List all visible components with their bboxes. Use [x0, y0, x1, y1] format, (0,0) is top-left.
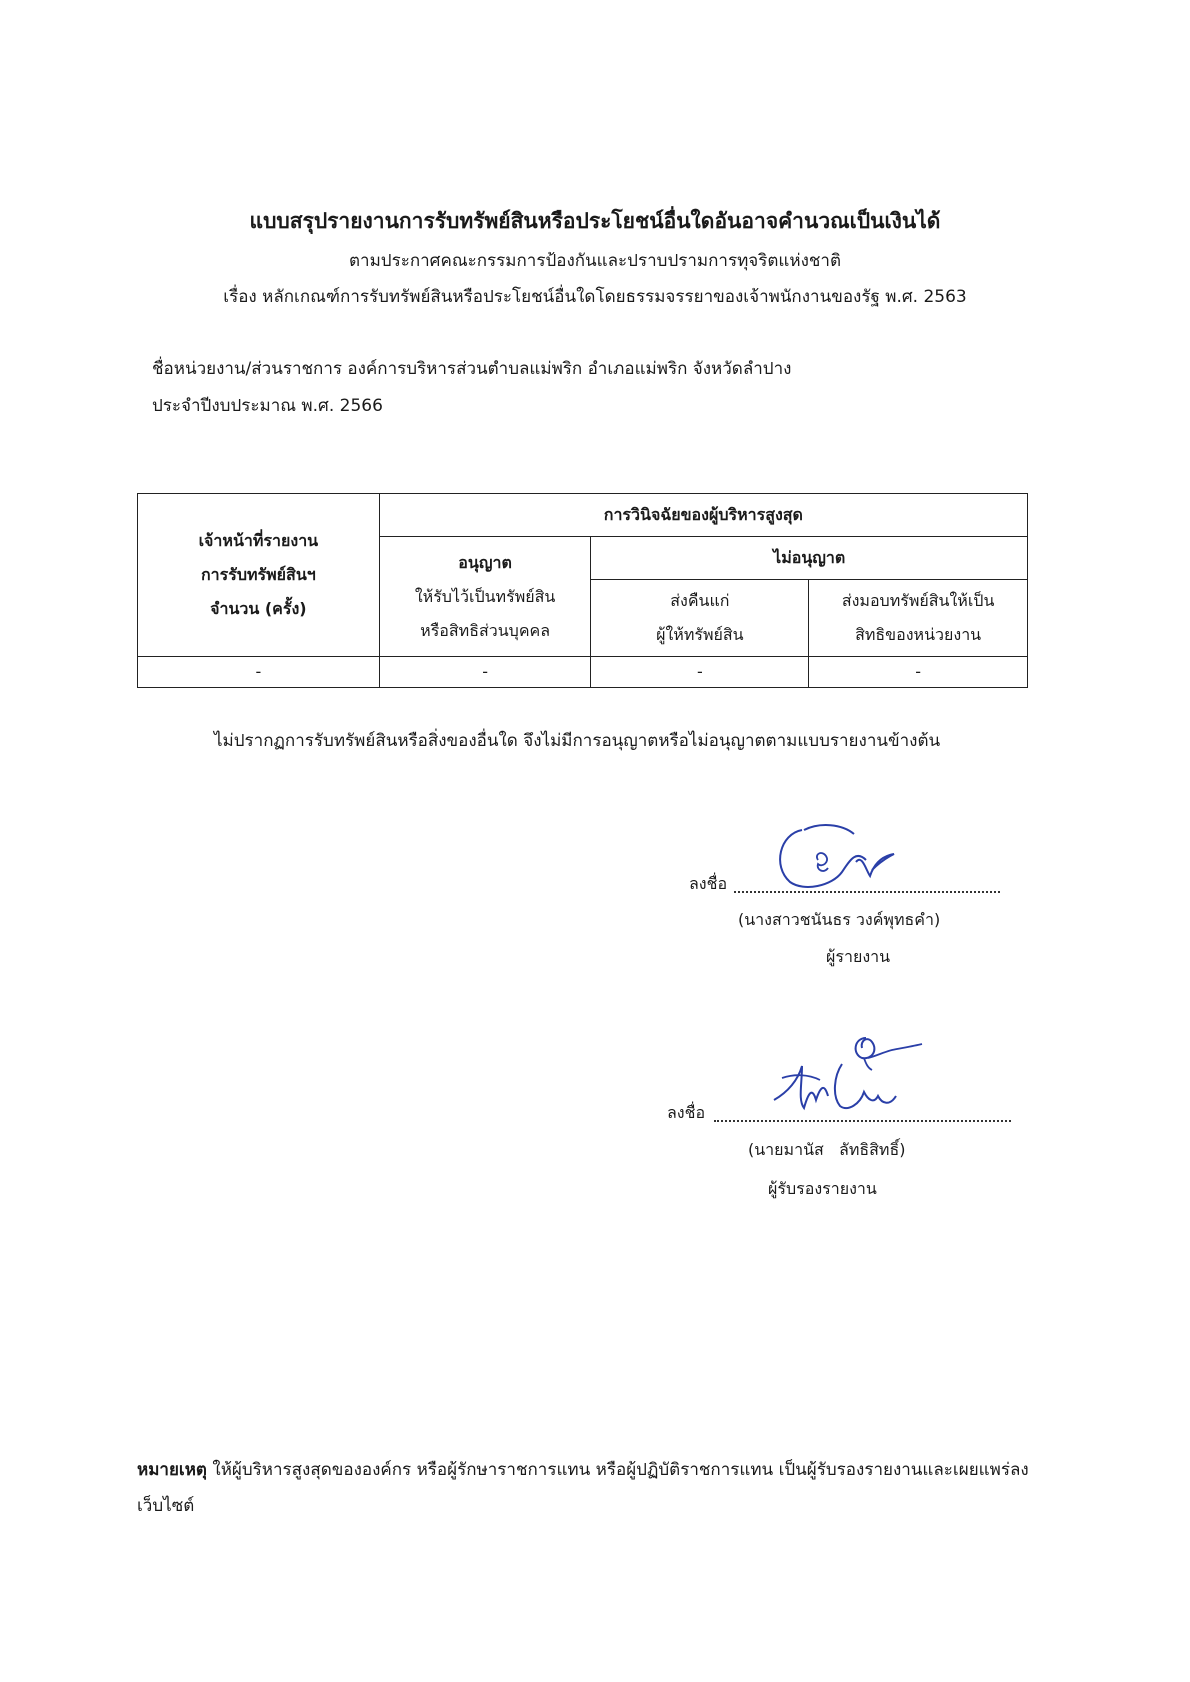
officer-header-line-3: จำนวน (ครั้ง) [210, 599, 307, 618]
reporter-role: ผู้รายงาน [826, 947, 891, 966]
note-text: ให้ผู้บริหารสูงสุดขององค์กร หรือผู้รักษาราชการแทน หรือผู้ปฏิบัติราชการแทน เป็นผู้รับรองรายงานและเผยแพร่ลงเว็บไซต์ [137, 1460, 1029, 1516]
document-title: แบบสรุปรายงานการรับทรัพย์สินหรือประโยชน์อื่นใดอันอาจคำนวณเป็นเงินได้ [249, 209, 941, 233]
officer-header-line-2: การรับทรัพย์สินฯ [200, 565, 316, 584]
certifier-role: ผู้รับรองรายงาน [768, 1179, 877, 1198]
allow-header: อนุญาต [458, 552, 512, 572]
transfer-to-agency-header-cell [809, 580, 1028, 657]
allow-detail-line-2: หรือสิทธิส่วนบุคคล [420, 620, 551, 640]
decision-header-cell: การวินิจฉัยของผู้บริหารสูงสุด [379, 494, 1027, 537]
table-cell-return: - [591, 657, 809, 688]
return-to-giver-header-cell [591, 580, 809, 657]
allow-header-cell [379, 537, 591, 657]
allow-detail-line-1: ให้รับไว้เป็นทรัพย์สิน [414, 586, 556, 606]
disallow-header-cell: ไม่อนุญาต [591, 537, 1028, 580]
reporter-name: (นางสาวชนันธร วงค์พุทธคำ) [738, 910, 941, 929]
table-row [138, 657, 1028, 688]
return-detail-line-2: ผู้ให้ทรัพย์สิน [656, 625, 744, 644]
agency-line: ชื่อหน่วยงาน/ส่วนราชการ องค์การบริหารส่วนตำบลแม่พริก อำเภอแม่พริก จังหวัดลำปาง [152, 359, 792, 379]
note-heading: หมายเหตุ [137, 1460, 207, 1480]
remark-line: ไม่ปรากฏการรับทรัพย์สินหรือสิ่งของอื่นใด จึงไม่มีการอนุญาตหรือไม่อนุญาตตามแบบรายงานข้างต้น [214, 731, 941, 751]
note-paragraph [137, 1452, 1037, 1524]
reporter-signature-image [770, 820, 920, 895]
transfer-detail-line-1: ส่งมอบทรัพย์สินให้เป็น [841, 591, 995, 610]
document-subtitle-announcement: ตามประกาศคณะกรรมการป้องกันและปราบปรามการทุจริตแห่งชาติ [348, 251, 842, 271]
certifier-signature-line [714, 1120, 1011, 1122]
reporter-signature-line [734, 891, 1000, 893]
report-table [137, 493, 1028, 688]
reporter-sign-label: ลงชื่อ [689, 874, 728, 893]
transfer-detail-line-2: สิทธิของหน่วยงาน [855, 625, 982, 644]
table-cell-count: - [138, 657, 380, 688]
table-cell-transfer: - [809, 657, 1028, 688]
return-detail-line-1: ส่งคืนแก่ [670, 591, 730, 610]
table-cell-allow: - [379, 657, 591, 688]
officer-count-header-cell [138, 494, 380, 657]
certifier-name: (นายมานัส ลัทธิสิทธิ์) [748, 1140, 906, 1159]
officer-header-line-1: เจ้าหน้าที่รายงาน [198, 531, 319, 550]
document-subtitle-subject: เรื่อง หลักเกณฑ์การรับทรัพย์สินหรือประโยชน์อื่นใดโดยธรรมจรรยาของเจ้าพนักงานของรัฐ พ.ศ. 2563 [223, 287, 967, 307]
certifier-signature-image [768, 1030, 938, 1125]
fiscal-year-line: ประจำปีงบประมาณ พ.ศ. 2566 [152, 396, 383, 416]
certifier-sign-label: ลงชื่อ [667, 1103, 706, 1122]
